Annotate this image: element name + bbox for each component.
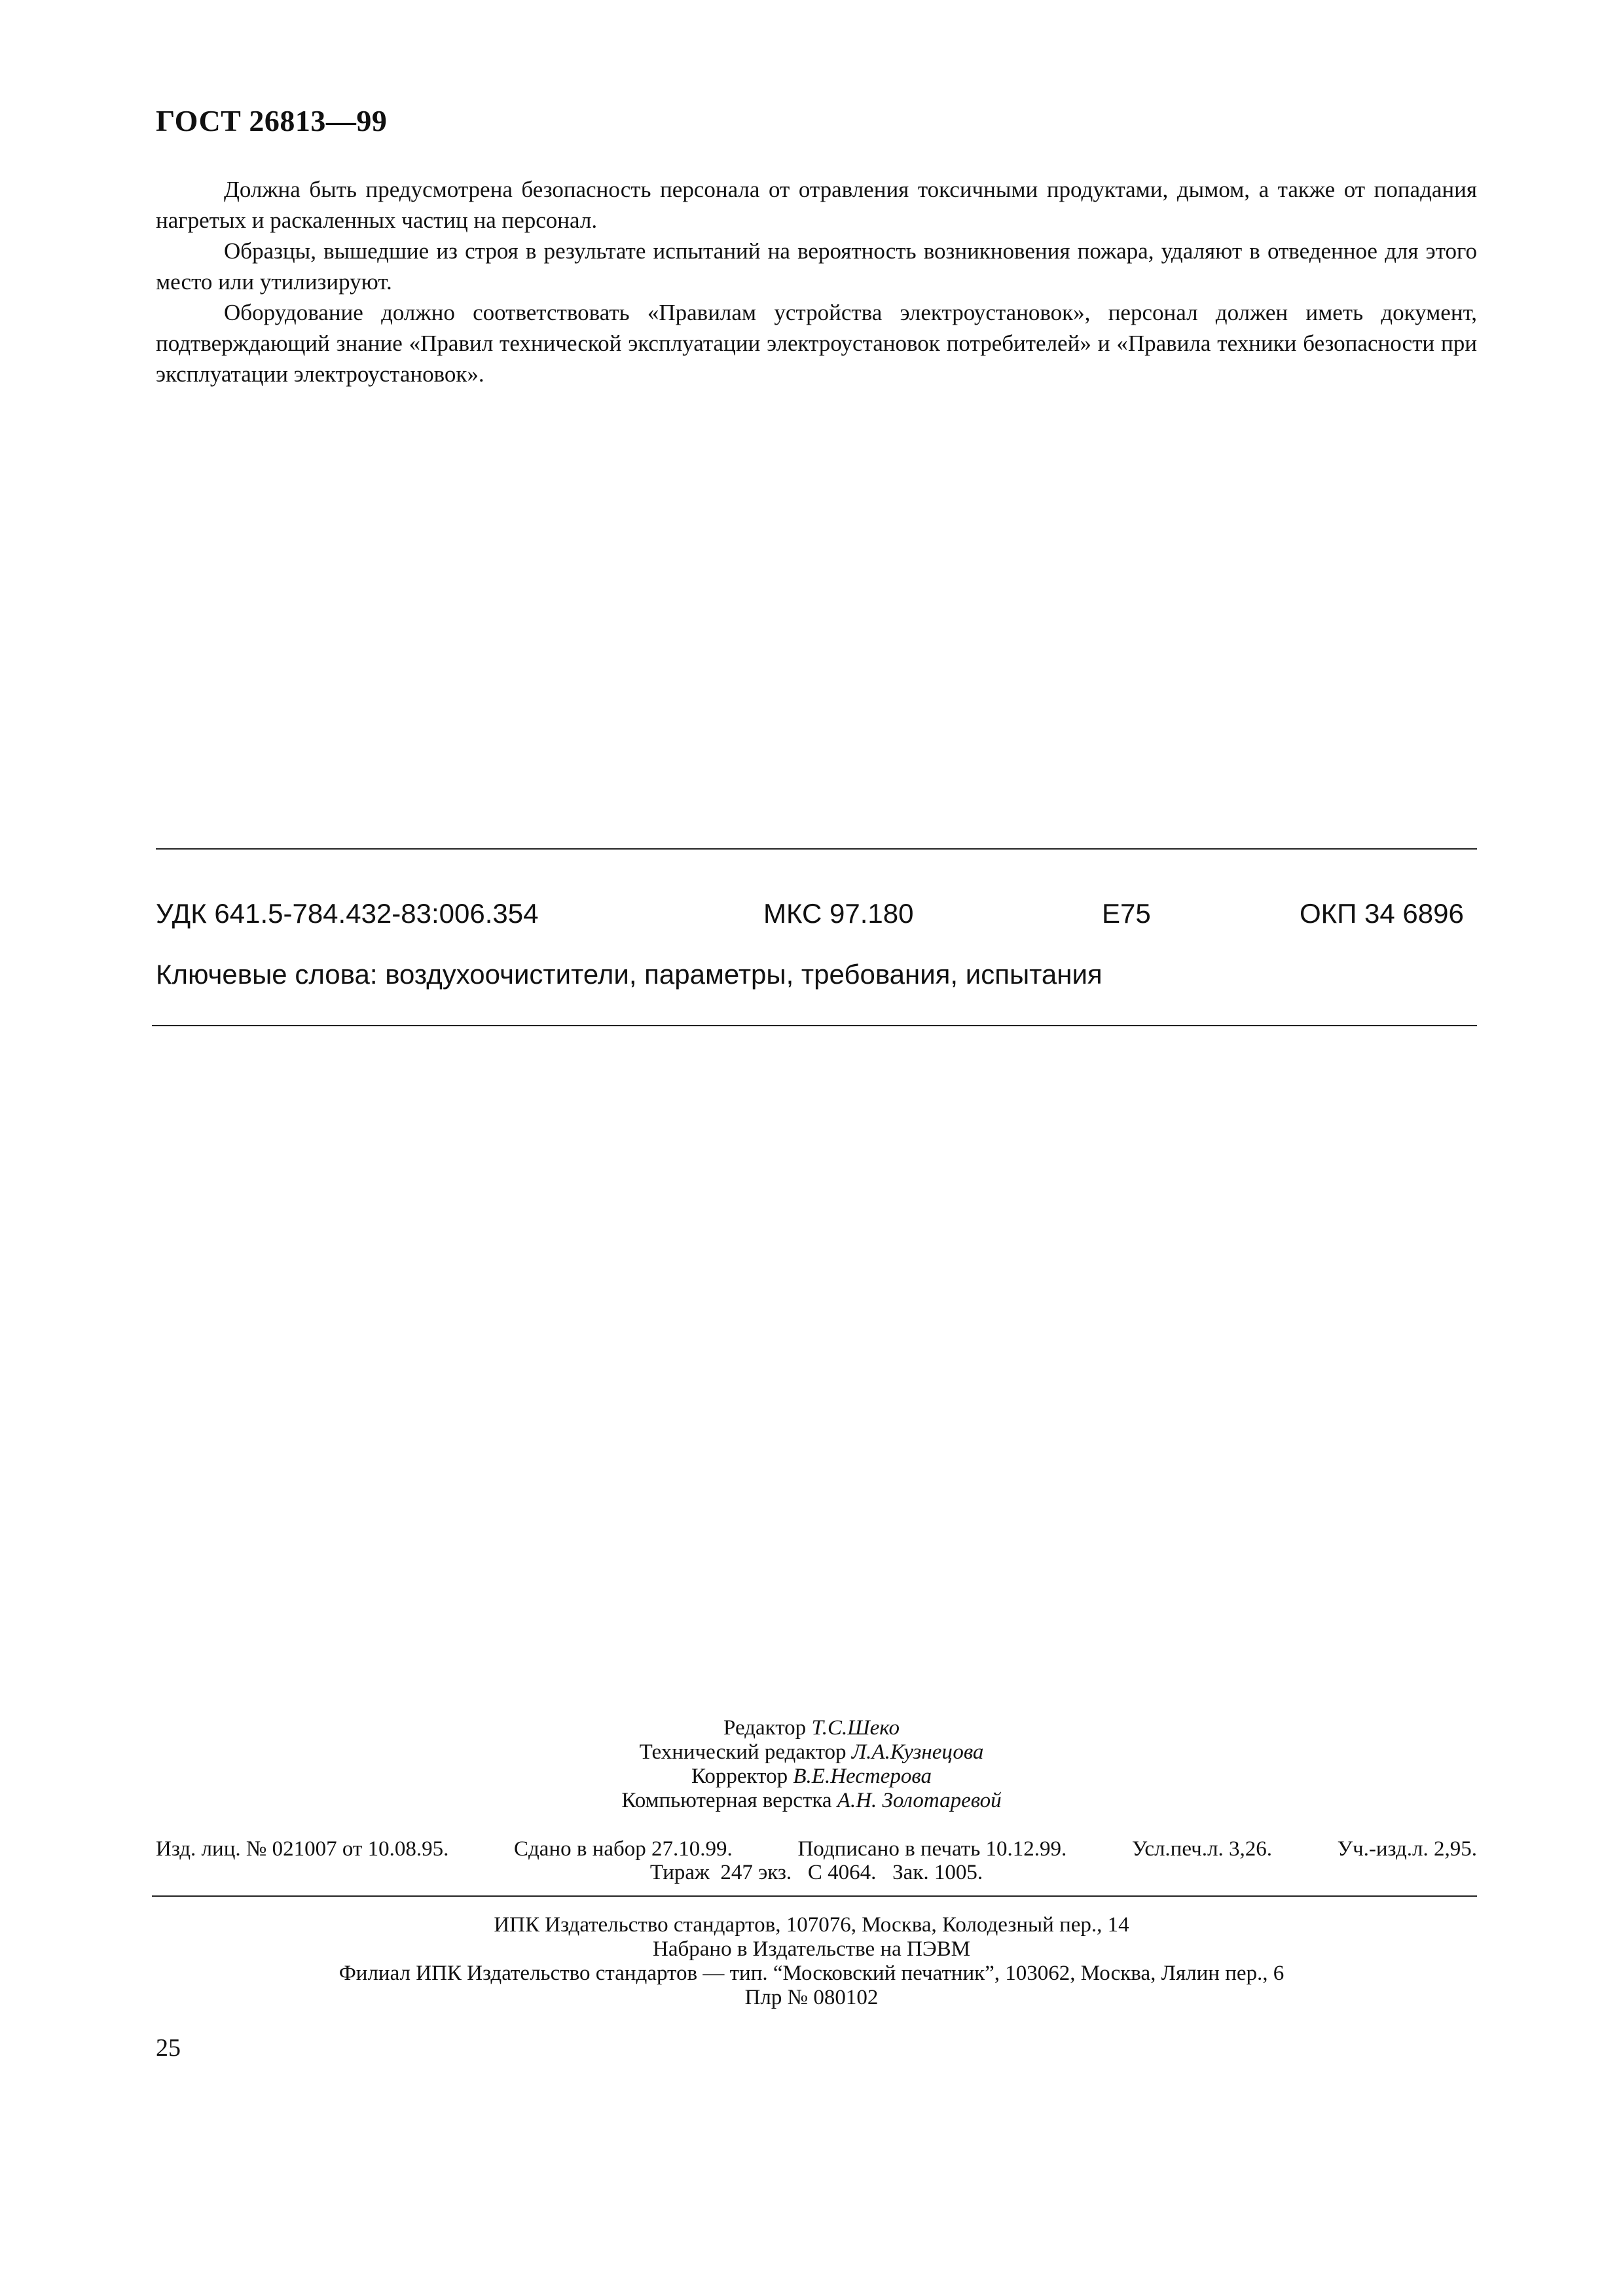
print-code: С 4064.: [807, 1861, 877, 1884]
keywords: Ключевые слова: воздухоочистители, параметры, требования, испытания: [156, 959, 1103, 990]
standard-title: ГОСТ 26813—99: [156, 104, 388, 137]
credit-editor: Редактор Т.С.Шеко: [723, 1716, 900, 1740]
publisher-line: Филиал ИПК Издательство стандартов — тип. “Московский печатник”, 103062, Москва, Лялин пер., 6: [338, 1962, 1285, 1985]
okp-code: ОКП 34 6896: [1300, 898, 1464, 929]
divider-top: [156, 848, 1477, 850]
divider-imprint: [152, 1895, 1477, 1897]
page-number: 25: [156, 2034, 181, 2062]
paragraph: Образцы, вышедшие из строя в результате испытаний на вероятность возникновения пожара, удаляют в отведенное для этого место или утилизируют.: [156, 238, 1477, 295]
publisher-line: Набрано в Издательстве на ПЭВМ: [653, 1937, 970, 1961]
credits: [0, 1716, 1623, 1813]
credit-tech-editor: Технический редактор Л.А.Кузнецова: [639, 1740, 984, 1764]
udk-code: УДК 641.5-784.432-83:006.354: [156, 898, 539, 929]
publisher-line: ИПК Издательство стандартов, 107076, Москва, Колодезный пер., 14: [494, 1913, 1129, 1937]
credit-corrector: Корректор В.Е.Нестерова: [691, 1765, 932, 1788]
paragraph: Оборудование должно соответствовать «Правилам устройства электроустановок», персонал должен иметь документ, подтверждающий знание «Правил технической эксплуатации электроустановок потребителей» и «Правила техники безопасности при эксплуатации электроустановок».: [156, 300, 1477, 387]
circulation: Тираж 247 экз.: [649, 1861, 792, 1884]
typeset-date: Сдано в набор 27.10.99.: [514, 1837, 733, 1861]
license: Изд. лиц. № 021007 от 10.08.95.: [156, 1837, 449, 1861]
mks-code: МКС 97.180: [763, 898, 914, 929]
signed-date: Подписано в печать 10.12.99.: [797, 1837, 1067, 1861]
imprint: [156, 1837, 1477, 1884]
order-number: Зак. 1005.: [892, 1861, 983, 1884]
credit-layout: Компьютерная верстка А.Н. Золотаревой: [621, 1789, 1002, 1812]
imprint-row: [156, 1861, 1477, 1884]
print-sheets: Усл.печ.л. 3,26.: [1131, 1837, 1272, 1861]
publisher-info: [0, 1913, 1623, 2010]
divider-bottom: [152, 1025, 1477, 1026]
body-text: [156, 174, 1477, 389]
classification-row: [156, 898, 1477, 937]
publisher-line: Плр № 080102: [744, 1986, 879, 2009]
imprint-row: [156, 1837, 1477, 1861]
document-header: [156, 103, 387, 138]
pub-sheets: Уч.-изд.л. 2,95.: [1337, 1837, 1477, 1861]
paragraph: Должна быть предусмотрена безопасность персонала от отравления токсичными продуктами, дымом, а также от попадания нагретых и раскаленных частиц на персонал.: [156, 177, 1477, 233]
e-code: Е75: [1102, 898, 1151, 929]
